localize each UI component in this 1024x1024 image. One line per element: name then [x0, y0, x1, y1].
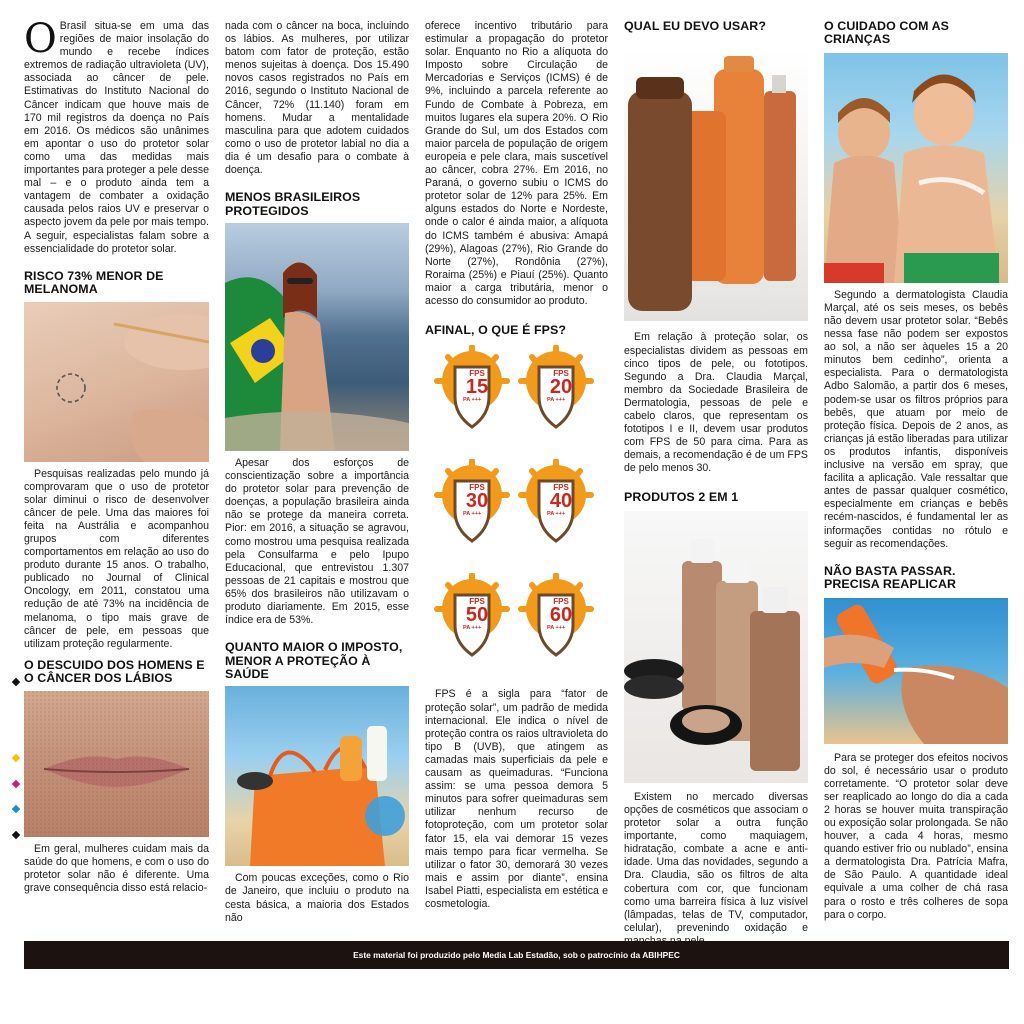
- fps-badge-20: [517, 345, 595, 437]
- column-1: [24, 16, 209, 895]
- fps-badge-40: [517, 459, 595, 551]
- fps-badge-pa: PA +++: [463, 397, 482, 404]
- photo-cosmetics: [624, 511, 808, 783]
- fps-badge-value: 30: [465, 490, 489, 513]
- criancas-paragraph: Segundo a dermatologista Claudia Marçal, até os seis meses, os bebês não devem usar protetor solar. “Bebês nessa fase não podem ser expostos ao sol, a não ser àqueles 15 a 20 minutos bem cedinho”, orienta a especialista. Para o dermatologista Adbo Salomão, a partir dos 6 meses, podem-se usar os filtros próprios para bebês, que atuam por meio de proteção física. Depois de 2 anos, as crianças já estão liberadas para utilizar os produtos infantis, disponíveis inclusive na versão em spray, que facilita a aplicação. Vale ressaltar que antes de passar qualquer cosmético, especialmente em crianças e bebês recém-nascidos, é fundamental ler as informações contidas no rótulo e seguir as recomendações.: [824, 288, 1008, 550]
- heading-risco-melanoma: RISCO 73% MENOR DE MELANOMA: [24, 268, 164, 297]
- dropcap: O: [24, 16, 57, 62]
- heading-criancas: O CUIDADO COM AS CRIANÇAS: [824, 19, 950, 47]
- fps-badge-value: 15: [465, 376, 489, 399]
- fps-badge-label: FPS: [469, 483, 485, 493]
- footer-credit: Este material foi produzido pelo Media Lab Estadão, sob o patrocínio da ABIHPEC: [24, 941, 1009, 969]
- fps-badge-value: 20: [549, 376, 573, 399]
- produtos-paragraph: Existem no mercado diversas opções de cosméticos que associam o protetor solar a outra função importante, como maquiagem, hidratação, combate a acne e anti-idade. Uma das novidades, segundo a Dra. Claudia, são os filtros de alta cobertura com cor, que funcionam como uma barreira física à luz visível (lâmpadas, telas de TV, computador, celular), prevenindo oxidação e: [624, 790, 808, 934]
- fps-badge-label: FPS: [553, 483, 569, 493]
- menos-paragraph: Apesar dos esforços de conscientização sobre a importância do protetor solar para prevenção de doenças, a população brasileira ainda não se protege da maneira correta. Pior: em 2016, a situação se agravou, como mostrou uma pesquisa realizada pela Consulfarma e pelo Ipupo Educacional, que entrevistou 1.307 pessoas de 21 capitais e mostrou que 65% dos brasileiros não utilizavam o produto diariamente. Em 2015, esse índice era de 53%.: [225, 456, 409, 627]
- heading-menos-brasileiros: MENOS BRASILEIROS PROTEGIDOS: [225, 190, 361, 218]
- risco-paragraph: Pesquisas realizadas pelo mundo já comprovaram que o uso de protetor solar diminui o risco de desenvolver câncer de pele. Uma das maiores foi feita na Austrália e acompanhou grupos com diferentes comportamentos em relação ao uso do produto durante 15 anos. O trabalho, publicado no Journal of Clinical Oncology, em 2011, constatou uma redução de até 73% na incidência de melanoma, o tipo mais grave de câncer de pele, em pessoas que utilizam proteção regularmente.: [24, 467, 209, 650]
- imposto-continuation: oferece incentivo tributário para estimular a propagação do protetor solar. Enquanto no Rio a alíquota do Imposto sobre Circulação de Mercadorias e Serviços (ICMS) é de 9%, incluindo a parcela referente ao Fundo de Combate à Pobreza, em muitos lugares ela supera 20%. O Rio Grande do Sul, um dos Estados com maior parcela de população de origem europeia e pele clara, mais suscetível ao câncer, cobra 27%. Em 2016, no Paraná, o governo subiu o ICMS do protetor solar de 12% para 25%. Em alguns estados do Norte e Nordeste, onde o calor é ainda maior, a alíquota do ICMS também é abusiva: Amapá (29%), Alagoas (27%), Rio Grande do Norte (27%), Rondônia (27%), Roraima (25%) e Piauí (25%). Quanto maior a carga tributária, menor o acesso do consumidor ao produto.: [425, 20, 608, 307]
- fps-badge-15: [433, 345, 511, 437]
- descuido-continuation: nada com o câncer na boca, incluindo os lábios. As mulheres, por utilizar batom com fator de proteção, estão menos sujeitas à doença. Dos 15.490 novos casos registrados no País em 2016, segundo o Instituto Nacional de Câncer, 72% (11.140) foram em homens. Mudar a mentalidade masculina para que adotem cuidados como o uso de protetor labial no dia a dia é um desafio para o combate à doença.: [225, 20, 409, 177]
- descuido-paragraph: Em geral, mulheres cuidam mais da saúde do que homens, e com o uso do protetor solar não é diferente. Uma grave consequência disso está relacio-: [24, 842, 209, 894]
- fps-badge-label: FPS: [553, 369, 569, 379]
- fps-badge-pa: PA +++: [547, 397, 566, 404]
- heading-reaplicar: NÃO BASTA PASSAR. PRECISA REAPLICAR: [824, 563, 957, 592]
- column-2: [225, 20, 409, 925]
- column-5: [824, 20, 1008, 922]
- fps-badge-label: FPS: [553, 597, 569, 607]
- fps-badge-60: [517, 573, 595, 665]
- column-4: [624, 20, 808, 948]
- photo-sunscreen-bottles: [624, 51, 808, 321]
- fps-badge-value: 40: [549, 490, 573, 513]
- photo-reapply-sunscreen: [824, 598, 1008, 744]
- fps-badge-pa: PA +++: [463, 511, 482, 518]
- heading-fps: AFINAL, O QUE É FPS?: [425, 323, 567, 338]
- fps-badge-value: 60: [549, 604, 573, 627]
- fps-badge-label: FPS: [469, 597, 485, 607]
- heading-produtos: PRODUTOS 2 EM 1: [624, 490, 739, 505]
- edge-marker-magenta: [12, 780, 20, 788]
- photo-lips: [24, 691, 209, 837]
- qual-paragraph: Em relação à proteção solar, os especialistas dividem as pessoas em cinco tipos de pele, ou fototipos. Segundo a Dra. Claudia Marçal, membro da Sociedade Brasileira de Dermatologia, pessoas de pele e cabelo claros, que representam os fototipos I e II, devem usar produtos com FPS de 50 para cima. Para as demais, a recomendação é de um FPS de pelo menos 30.: [624, 331, 808, 475]
- column-3: [425, 20, 608, 911]
- fps-badge-pa: PA +++: [547, 511, 566, 518]
- fps-badge-pa: PA +++: [547, 625, 566, 632]
- edge-marker-black: [12, 678, 20, 686]
- fps-badge-50: [433, 573, 511, 665]
- edge-marker-yellow: [12, 754, 20, 762]
- photo-skin-exam: [24, 302, 209, 462]
- heading-descuido-homens: O DESCUIDO DOS HOMENS E O CÂNCER DOS LÁBIOS: [24, 657, 205, 686]
- heading-qual-usar: QUAL EU DEVO USAR?: [624, 19, 767, 33]
- heading-imposto: QUANTO MAIOR O IMPOSTO, MENOR A PROTEÇÃO À SAÚDE: [225, 640, 403, 681]
- fps-badge-30: [433, 459, 511, 551]
- photo-children-beach: [824, 53, 1008, 283]
- fps-badge-value: 50: [465, 604, 489, 627]
- fps-badges: [425, 339, 608, 684]
- edge-marker-cyan: [12, 805, 20, 813]
- fps-badge-pa: PA +++: [463, 625, 482, 632]
- reaplicar-paragraph: Para se proteger dos efeitos nocivos do sol, é necessário usar o produto corretamente. “O protetor solar deve ser reaplicado ao longo do dia a cada 2 horas se houver muita transpiração ou exposição solar prolongada. Se não houver, a cada 4 horas, mesmo quando estiver frio ou nublado”, ensina a dermatologista Dra. Patrícia Mafra, de São Paulo. A quantidade ideal equivale a uma colher de chá rasa para o rosto e três colheres de sopa para o corpo.: [824, 751, 1008, 921]
- fps-paragraph: FPS é a sigla para “fator de proteção solar”, um padrão de medida internacional. Ele indica o nível de proteção contra os raios ultravioleta do tipo B (UVB), que atingem as camadas mais superficiais da pele e causam as queimaduras. “Funciona assim: se uma pessoa demora 5 minutos para sofrer queimaduras sem utilizar nenhum recurso de fotoproteção, com um protetor solar fator 15, ela vai demorar 15 vezes mais tempo para ficar vermelha. Se utilizar o fator 30, demorará 30 vezes mais e assim por diante”, ensina Isabel Piatti, especialista em estética e cosmetologia.: [425, 688, 608, 910]
- photo-beach-bag: [225, 686, 409, 866]
- imposto-paragraph: Com poucas exceções, como o Rio de Janeiro, que incluiu o produto na cesta básica, a maioria dos Estados não: [225, 872, 409, 924]
- fps-badge-label: FPS: [469, 369, 485, 379]
- edge-marker-black-2: [12, 831, 20, 839]
- intro-paragraph: O Brasil situa-se em uma das regiões de maior insolação do mundo e recebe índices extremos de radiação ultravioleta (UV), associada ao câncer de pele. Estimativas do Instituto Nacional do Câncer indicam que houve mais de 170 mil registros da doença no País em 2016. Os médicos são unânimes em apontar o uso do protetor solar como uma das medidas mais importantes para proteger a pele desse mal – e o produto ainda tem a vantagem de combater a oxidação causada pelos raios UV e preservar o aspecto jovem da pele por mais tempo. A seguir, especialistas falam sobre a essencialidade do protetor solar.: [24, 16, 209, 255]
- photo-woman-flag: [225, 223, 409, 451]
